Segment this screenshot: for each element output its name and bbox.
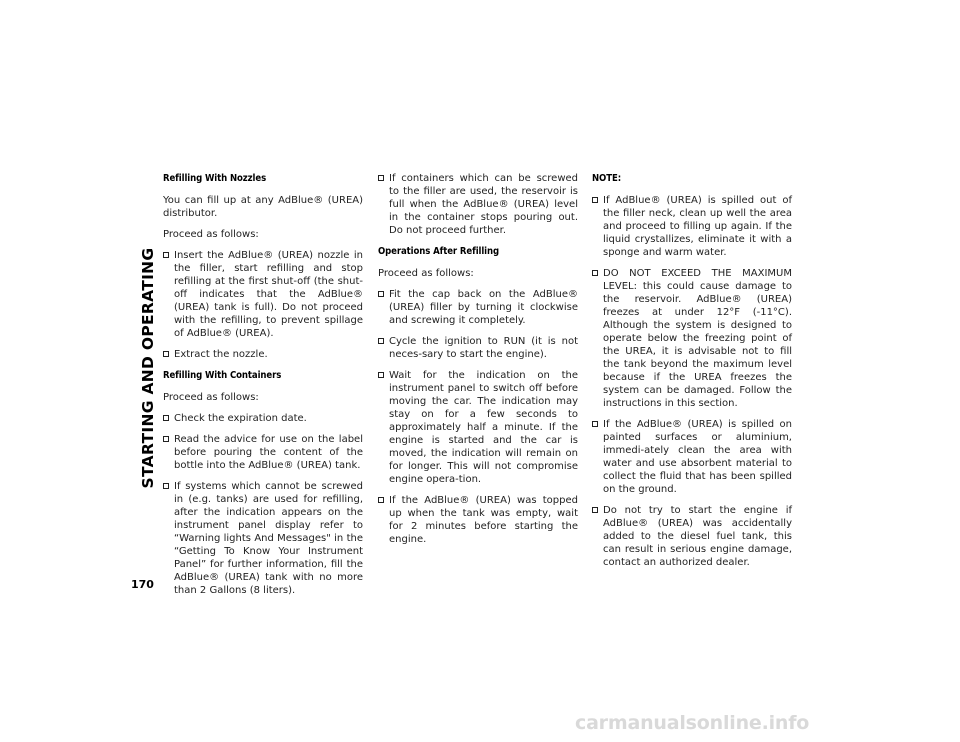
square-bullet-icon: [592, 421, 598, 427]
list-item: [163, 433, 363, 472]
list-item-text: DO NOT EXCEED THE MAXIMUM LEVEL: this could cause damage to the reservoir. AdBlue® (UREA) freezes at under 12°F (-11°C). Although the system is designed to operate below the freezing point of the UREA, it is advisable not to fill the tank beyond the maximum level because if the UREA freezes the system can be damaged. Follow the instructions in this section.: [603, 268, 792, 409]
list-item-text: Insert the AdBlue® (UREA) nozzle in the filler, start refilling and stop refilling at the first shut-off (the shut-off indicates that the AdBlue® (UREA) tank is full). Do not proceed with the refilling, to prevent spillage of AdBlue® (UREA).: [174, 250, 363, 339]
square-bullet-icon: [378, 338, 384, 344]
list-item-text: If containers which can be screwed to the filler are used, the reservoir is full when the AdBlue® (UREA) level in the container stops pouring out. Do not proceed further.: [389, 173, 578, 236]
list-item: [163, 249, 363, 340]
list-item: [378, 335, 578, 361]
list-item: [378, 288, 578, 327]
list-item-text: Check the expiration date.: [174, 413, 307, 424]
list-item-text: Wait for the indication on the instrument panel to switch off before moving the car. The indication may stay on for a few seconds to approximately half a minute. If the engine is started and the car is moved, the indication will remain on for longer. This will not compromise engine opera-tion.: [389, 370, 578, 485]
list-item-text: If the AdBlue® (UREA) was topped up when the tank was empty, wait for 2 minutes before starting the engine.: [389, 495, 578, 545]
section-side-tab-label: STARTING AND OPERATING: [139, 247, 157, 489]
list-item: [592, 418, 792, 496]
list-item-text: Extract the nozzle.: [174, 349, 268, 360]
list-item-text: Read the advice for use on the label before pouring the content of the bottle into the AdBlue® (UREA) tank.: [174, 434, 363, 471]
list-item-text: If systems which cannot be screwed in (e.g. tanks) are used for refilling, after the indication appears on the instrument panel display refer to “Warning lights And Messages" in the “Getting To Know Your Instrument Panel” for further information, fill the AdBlue® (UREA) tank with no more than 2 Gallons (8 liters).: [174, 481, 363, 596]
list-item: [163, 412, 363, 425]
list-item: [163, 348, 363, 361]
square-bullet-icon: [163, 483, 169, 489]
square-bullet-icon: [163, 415, 169, 421]
bullet-list: [163, 412, 363, 597]
heading-refilling-with-nozzles: Refilling With Nozzles: [163, 173, 267, 184]
paragraph: Proceed as follows:: [163, 229, 259, 240]
list-item-text: Fit the cap back on the AdBlue® (UREA) filler by turning it clockwise and screwing it completely.: [389, 289, 578, 326]
square-bullet-icon: [592, 270, 598, 276]
list-item-text: Cycle the ignition to RUN (it is not neces-sary to start the engine).: [389, 336, 578, 360]
square-bullet-icon: [378, 291, 384, 297]
list-item: [592, 267, 792, 410]
list-item-text: If the AdBlue® (UREA) is spilled on painted surfaces or aluminium, immedi-ately clean the area with water and use absorbent material to collect the fluid that has been spilled on the ground.: [603, 419, 792, 495]
list-item: [163, 480, 363, 597]
square-bullet-icon: [163, 351, 169, 357]
list-item: [378, 369, 578, 486]
square-bullet-icon: [378, 175, 384, 181]
bullet-list: [378, 172, 578, 237]
list-item: [592, 504, 792, 569]
list-item: [378, 494, 578, 546]
column-2: [378, 172, 578, 554]
heading-refilling-with-containers: Refilling With Containers: [163, 370, 282, 381]
list-item-text: Do not try to start the engine if AdBlue® (UREA) was accidentally added to the diesel fuel tank, this can result in serious engine damage, contact an authorized dealer.: [603, 505, 792, 568]
column-1: [163, 172, 363, 605]
square-bullet-icon: [163, 436, 169, 442]
paragraph: Proceed as follows:: [378, 268, 474, 279]
section-side-tab: [138, 172, 158, 564]
paragraph: Proceed as follows:: [163, 392, 259, 403]
square-bullet-icon: [592, 507, 598, 513]
bullet-list: [378, 288, 578, 546]
bullet-list: [592, 194, 792, 569]
column-3: [592, 172, 792, 577]
heading-operations-after-refilling: Operations After Refilling: [378, 246, 500, 257]
watermark: carmanualsonline.info: [575, 712, 810, 734]
square-bullet-icon: [378, 372, 384, 378]
list-item: [378, 172, 578, 237]
heading-note: NOTE:: [592, 173, 622, 184]
list-item: [592, 194, 792, 259]
list-item-text: If AdBlue® (UREA) is spilled out of the filler neck, clean up well the area and proceed to filling up again. If the liquid crystallizes, eliminate it with a sponge and warm water.: [603, 195, 792, 258]
bullet-list: [163, 249, 363, 361]
square-bullet-icon: [592, 197, 598, 203]
page-number: 170: [131, 578, 154, 591]
paragraph: You can fill up at any AdBlue® (UREA) distributor.: [163, 195, 363, 219]
square-bullet-icon: [378, 497, 384, 503]
square-bullet-icon: [163, 252, 169, 258]
